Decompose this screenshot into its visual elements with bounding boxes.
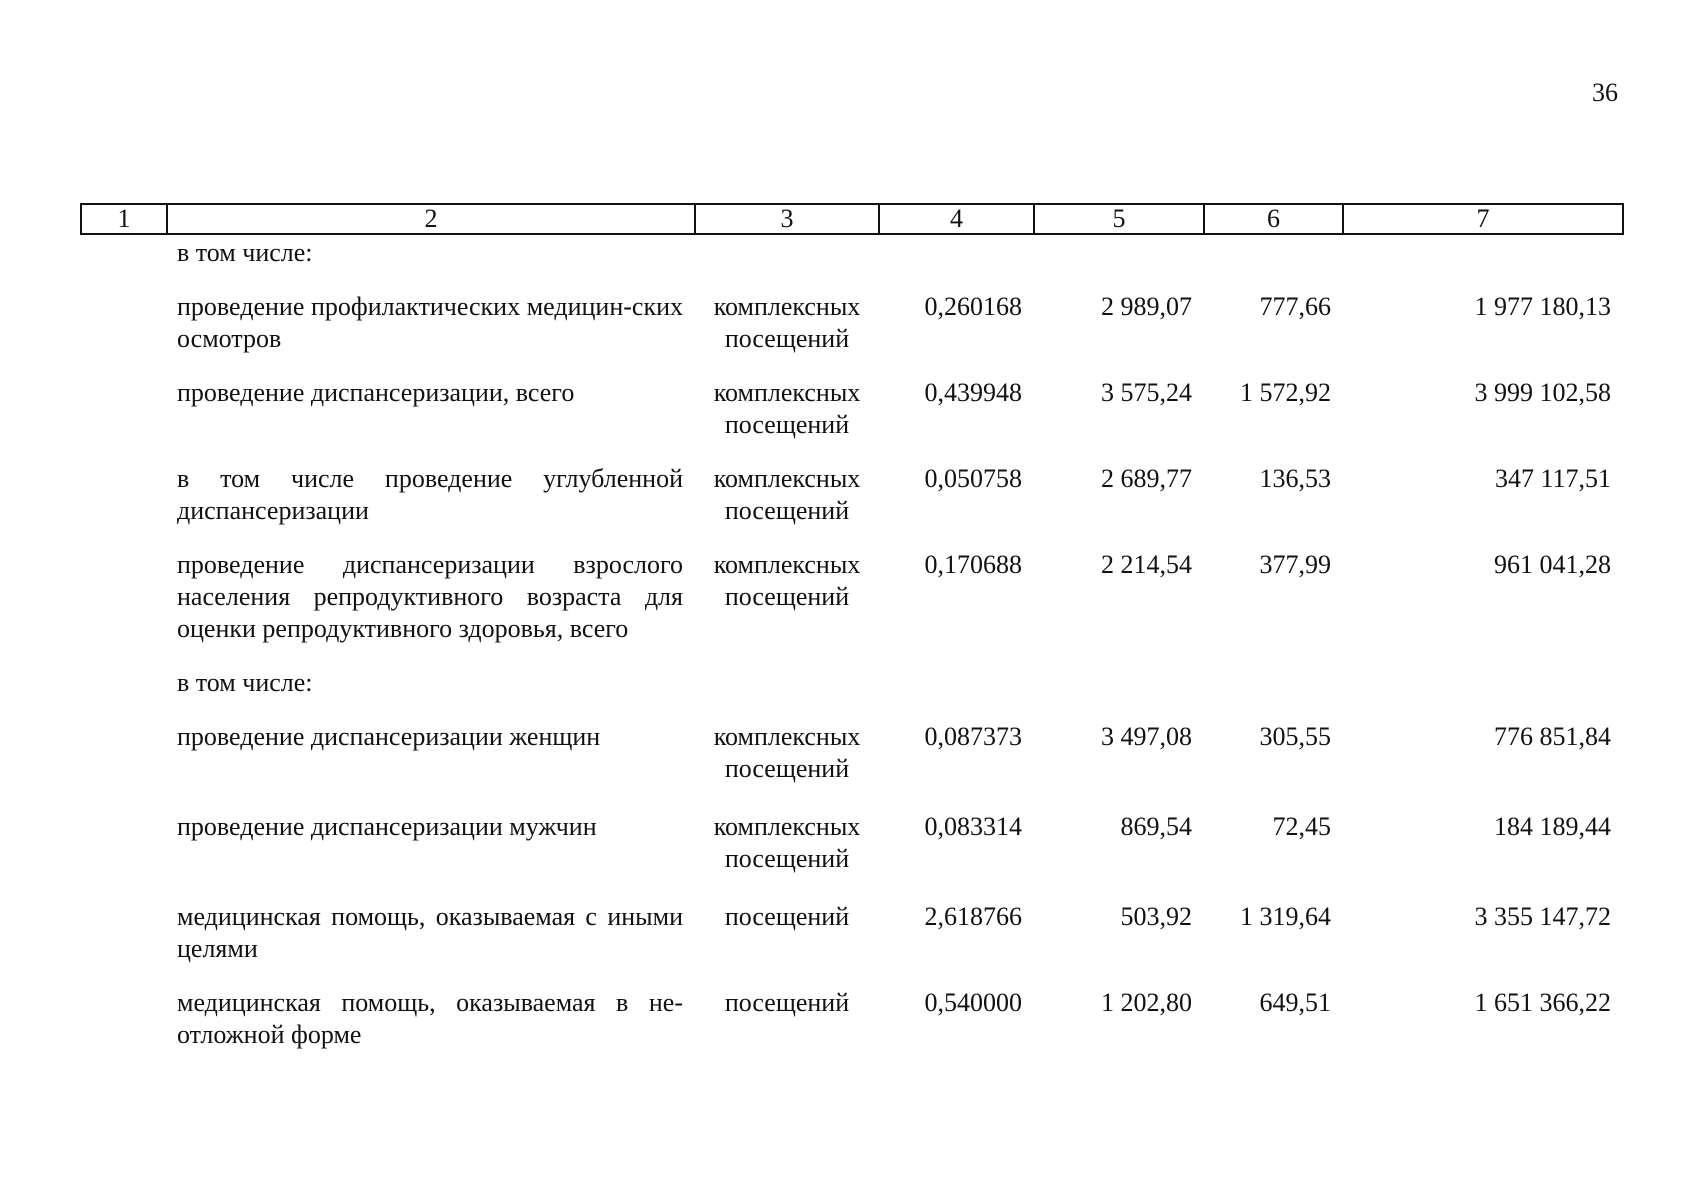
table-row bbox=[81, 699, 1623, 785]
unit-cell: комплексных посещений bbox=[713, 464, 861, 525]
value-col-7: 3 999 102,58 bbox=[1474, 378, 1611, 407]
unit-cell: посещений bbox=[724, 902, 850, 931]
value-col-5: 1 202,80 bbox=[1101, 988, 1192, 1017]
column-header-3: 3 bbox=[695, 204, 879, 234]
value-col-6: 1 572,92 bbox=[1240, 378, 1331, 407]
column-header-1: 1 bbox=[81, 204, 167, 234]
row-label: проведение диспансеризации взрослого населения репродуктивного возраста для оценки репродуктивного здоровья, всего bbox=[177, 550, 683, 643]
table-row bbox=[81, 875, 1623, 965]
table-row bbox=[81, 441, 1623, 527]
unit-cell: комплексных посещений bbox=[713, 292, 861, 353]
value-col-5: 869,54 bbox=[1120, 812, 1192, 841]
table-row bbox=[81, 234, 1623, 269]
value-col-7: 3 355 147,72 bbox=[1474, 902, 1611, 931]
value-col-4: 0,050758 bbox=[924, 464, 1022, 493]
value-col-6: 777,66 bbox=[1259, 292, 1331, 321]
value-col-7: 184 189,44 bbox=[1494, 812, 1611, 841]
column-header-4: 4 bbox=[879, 204, 1034, 234]
unit-cell: комплексных посещений bbox=[713, 812, 861, 873]
unit-cell: комплексных посещений bbox=[713, 722, 861, 783]
value-col-5: 2 214,54 bbox=[1101, 550, 1192, 579]
value-col-5: 2 989,07 bbox=[1101, 292, 1192, 321]
table-row bbox=[81, 269, 1623, 355]
row-label: в том числе: bbox=[177, 668, 313, 697]
row-label: медицинская помощь, оказываемая с иными целями bbox=[177, 902, 683, 963]
table-row bbox=[81, 785, 1623, 875]
value-col-4: 0,170688 bbox=[924, 550, 1022, 579]
value-col-5: 2 689,77 bbox=[1101, 464, 1192, 493]
value-col-4: 0,439948 bbox=[924, 378, 1022, 407]
value-col-7: 1 977 180,13 bbox=[1474, 292, 1611, 321]
column-header-7: 7 bbox=[1343, 204, 1623, 234]
value-col-5: 503,92 bbox=[1120, 902, 1192, 931]
row-label: медицинская помощь, оказываемая в не-отложной форме bbox=[177, 988, 683, 1049]
value-col-6: 72,45 bbox=[1272, 812, 1331, 841]
table-row bbox=[81, 645, 1623, 699]
column-number-header bbox=[81, 204, 1623, 234]
value-col-4: 0,540000 bbox=[924, 988, 1022, 1017]
value-col-4: 0,083314 bbox=[924, 812, 1022, 841]
column-header-5: 5 bbox=[1034, 204, 1204, 234]
row-label: проведение диспансеризации, всего bbox=[177, 378, 575, 407]
value-col-6: 305,55 bbox=[1259, 722, 1331, 751]
data-table bbox=[80, 203, 1624, 1051]
value-col-5: 3 575,24 bbox=[1101, 378, 1192, 407]
unit-cell: комплексных посещений bbox=[713, 378, 861, 439]
table-row bbox=[81, 355, 1623, 441]
page-number: 36 bbox=[1592, 78, 1618, 107]
value-col-5: 3 497,08 bbox=[1101, 722, 1192, 751]
unit-cell: комплексных посещений bbox=[713, 550, 861, 611]
value-col-7: 961 041,28 bbox=[1494, 550, 1611, 579]
value-col-6: 136,53 bbox=[1259, 464, 1331, 493]
table-row bbox=[81, 527, 1623, 645]
value-col-4: 0,087373 bbox=[924, 722, 1022, 751]
value-col-6: 1 319,64 bbox=[1240, 902, 1331, 931]
value-col-4: 0,260168 bbox=[924, 292, 1022, 321]
value-col-6: 377,99 bbox=[1259, 550, 1331, 579]
row-label: проведение диспансеризации мужчин bbox=[177, 812, 597, 841]
column-header-6: 6 bbox=[1204, 204, 1343, 234]
row-label: проведение профилактических медицин-ских осмотров bbox=[177, 292, 683, 353]
value-col-6: 649,51 bbox=[1259, 988, 1331, 1017]
column-header-2: 2 bbox=[167, 204, 695, 234]
row-label: в том числе: bbox=[177, 238, 313, 267]
table-row bbox=[81, 965, 1623, 1051]
row-label: в том числе проведение углубленной диспансеризации bbox=[177, 464, 683, 525]
value-col-4: 2,618766 bbox=[924, 902, 1022, 931]
row-label: проведение диспансеризации женщин bbox=[177, 722, 601, 751]
value-col-7: 776 851,84 bbox=[1494, 722, 1611, 751]
unit-cell: посещений bbox=[724, 988, 850, 1017]
value-col-7: 347 117,51 bbox=[1494, 464, 1611, 493]
value-col-7: 1 651 366,22 bbox=[1474, 988, 1611, 1017]
